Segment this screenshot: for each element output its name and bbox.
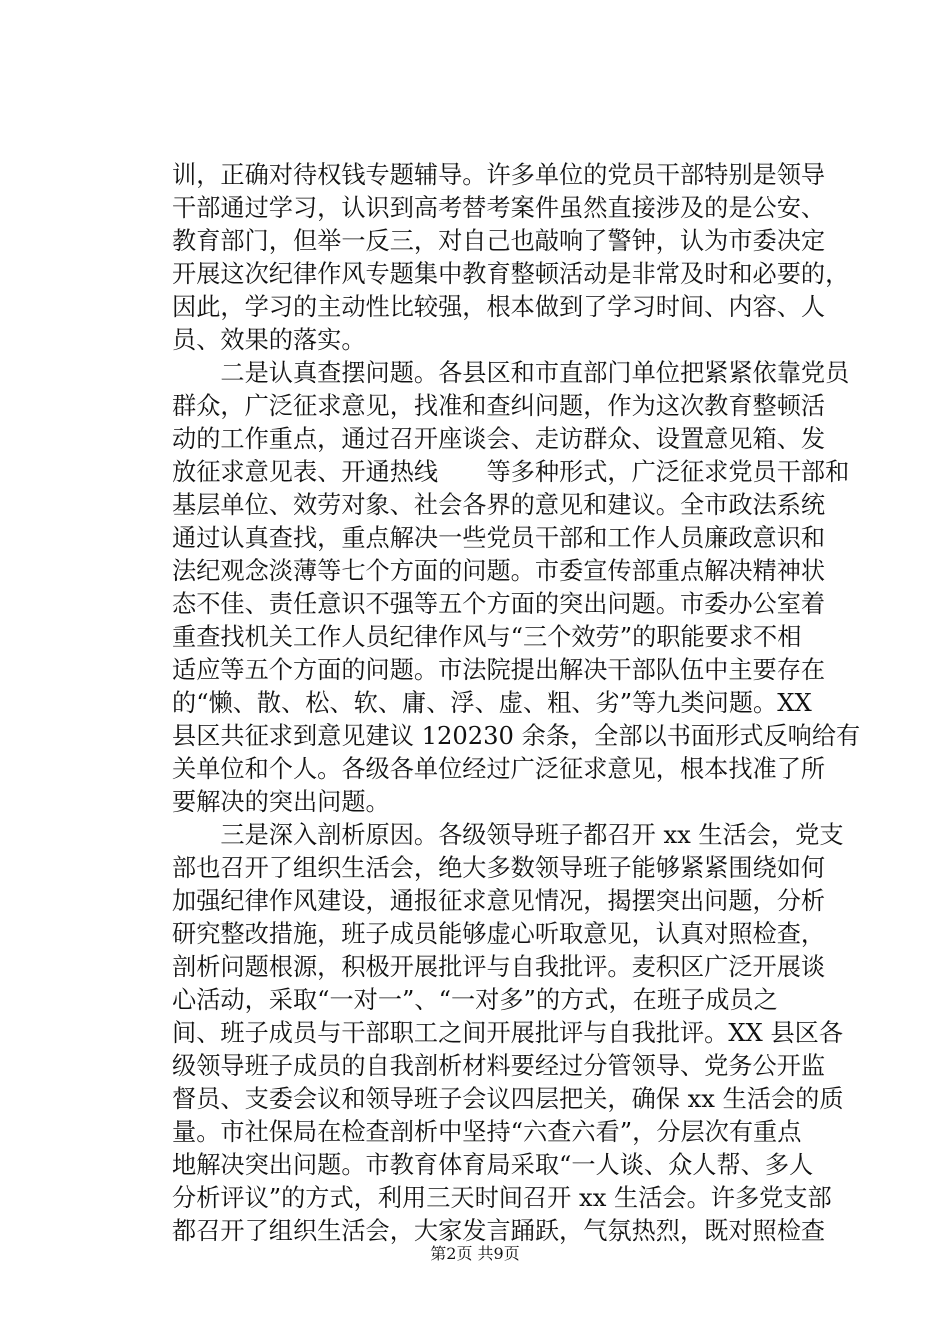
body-text-line: 研究整改措施，班子成员能够虚心听取意见，认真对照检查，	[172, 920, 826, 948]
body-text-line: 基层单位、效劳对象、社会各界的意见和建议。全市政法系统	[172, 491, 826, 519]
body-text-line: 放征求意见表、开通热线 等多种形式，广泛征求党员干部和	[172, 458, 850, 486]
body-text-line: 重查找机关工作人员纪律作风与“三个效劳”的职能要求不相	[172, 623, 802, 651]
body-text-line: 训，正确对待权钱专题辅导。许多单位的党员干部特别是领导	[172, 161, 826, 189]
body-text-line: 督员、支委会议和领导班子会议四层把关，确保 xx 生活会的质	[172, 1085, 844, 1113]
body-text-line: 关单位和个人。各级各单位经过广泛征求意见，根本找准了所	[172, 755, 826, 783]
body-text-line: 因此，学习的主动性比较强，根本做到了学习时间、内容、人	[172, 293, 826, 321]
body-text-line: 地解决突出问题。市教育体育局采取“一人谈、众人帮、多人	[172, 1151, 814, 1179]
body-text-line: 要解决的突出问题。	[172, 788, 390, 816]
body-text-line: 级领导班子成员的自我剖析材料要经过分管领导、党务公开监	[172, 1052, 826, 1080]
body-text-line: 加强纪律作风建设，通报征求意见情况，揭摆突出问题，分析	[172, 887, 826, 915]
body-text-line: 开展这次纪律作风专题集中教育整顿活动是非常及时和必要的，	[172, 260, 850, 288]
body-text-line: 通过认真查找，重点解决一些党员干部和工作人员廉政意识和	[172, 524, 826, 552]
body-text-line: 县区共征求到意见建议 120230 余条，全部以书面形式反响给有	[172, 722, 861, 750]
body-text-line: 群众，广泛征求意见，找准和查纠问题，作为这次教育整顿活	[172, 392, 826, 420]
body-text-line: 都召开了组织生活会，大家发言踊跃，气氛热烈，既对照检查	[172, 1217, 826, 1245]
body-text-line: 教育部门，但举一反三，对自己也敲响了警钟，认为市委决定	[172, 227, 826, 255]
body-text-line: 间、班子成员与干部职工之间开展批评与自我批评。XX 县区各	[172, 1019, 844, 1047]
body-text-line: 法纪观念淡薄等七个方面的问题。市委宣传部重点解决精神状	[172, 557, 826, 585]
body-text-line: 员、效果的落实。	[172, 326, 366, 354]
body-text-line: 态不佳、责任意识不强等五个方面的突出问题。市委办公室着	[172, 590, 826, 618]
body-text-line: 动的工作重点，通过召开座谈会、走访群众、设置意见箱、发	[172, 425, 826, 453]
body-text-line: 量。市社保局在检查剖析中坚持“六查六看”，分层次有重点	[172, 1118, 802, 1146]
body-text-line: 适应等五个方面的问题。市法院提出解决干部队伍中主要存在	[172, 656, 826, 684]
body-text-line: 部也召开了组织生活会，绝大多数领导班子能够紧紧围绕如何	[172, 854, 826, 882]
paragraph-start-line: 二是认真查摆问题。各县区和市直部门单位把紧紧依靠党员	[172, 359, 850, 387]
body-text-line: 心活动，采取“一对一”、“一对多”的方式，在班子成员之	[172, 986, 778, 1014]
body-text-line: 干部通过学习，认识到高考替考案件虽然直接涉及的是公安、	[172, 194, 826, 222]
body-text-line: 剖析问题根源，积极开展批评与自我批评。麦积区广泛开展谈	[172, 953, 826, 981]
page-number-footer: 第2页 共9页	[430, 1244, 520, 1263]
body-text-line: 分析评议”的方式，利用三天时间召开 xx 生活会。许多党支部	[172, 1184, 832, 1212]
body-text-line: 的“懒、散、松、软、庸、浮、虚、粗、劣”等九类问题。XX	[172, 689, 812, 717]
paragraph-start-line: 三是深入剖析原因。各级领导班子都召开 xx 生活会，党支	[172, 821, 844, 849]
